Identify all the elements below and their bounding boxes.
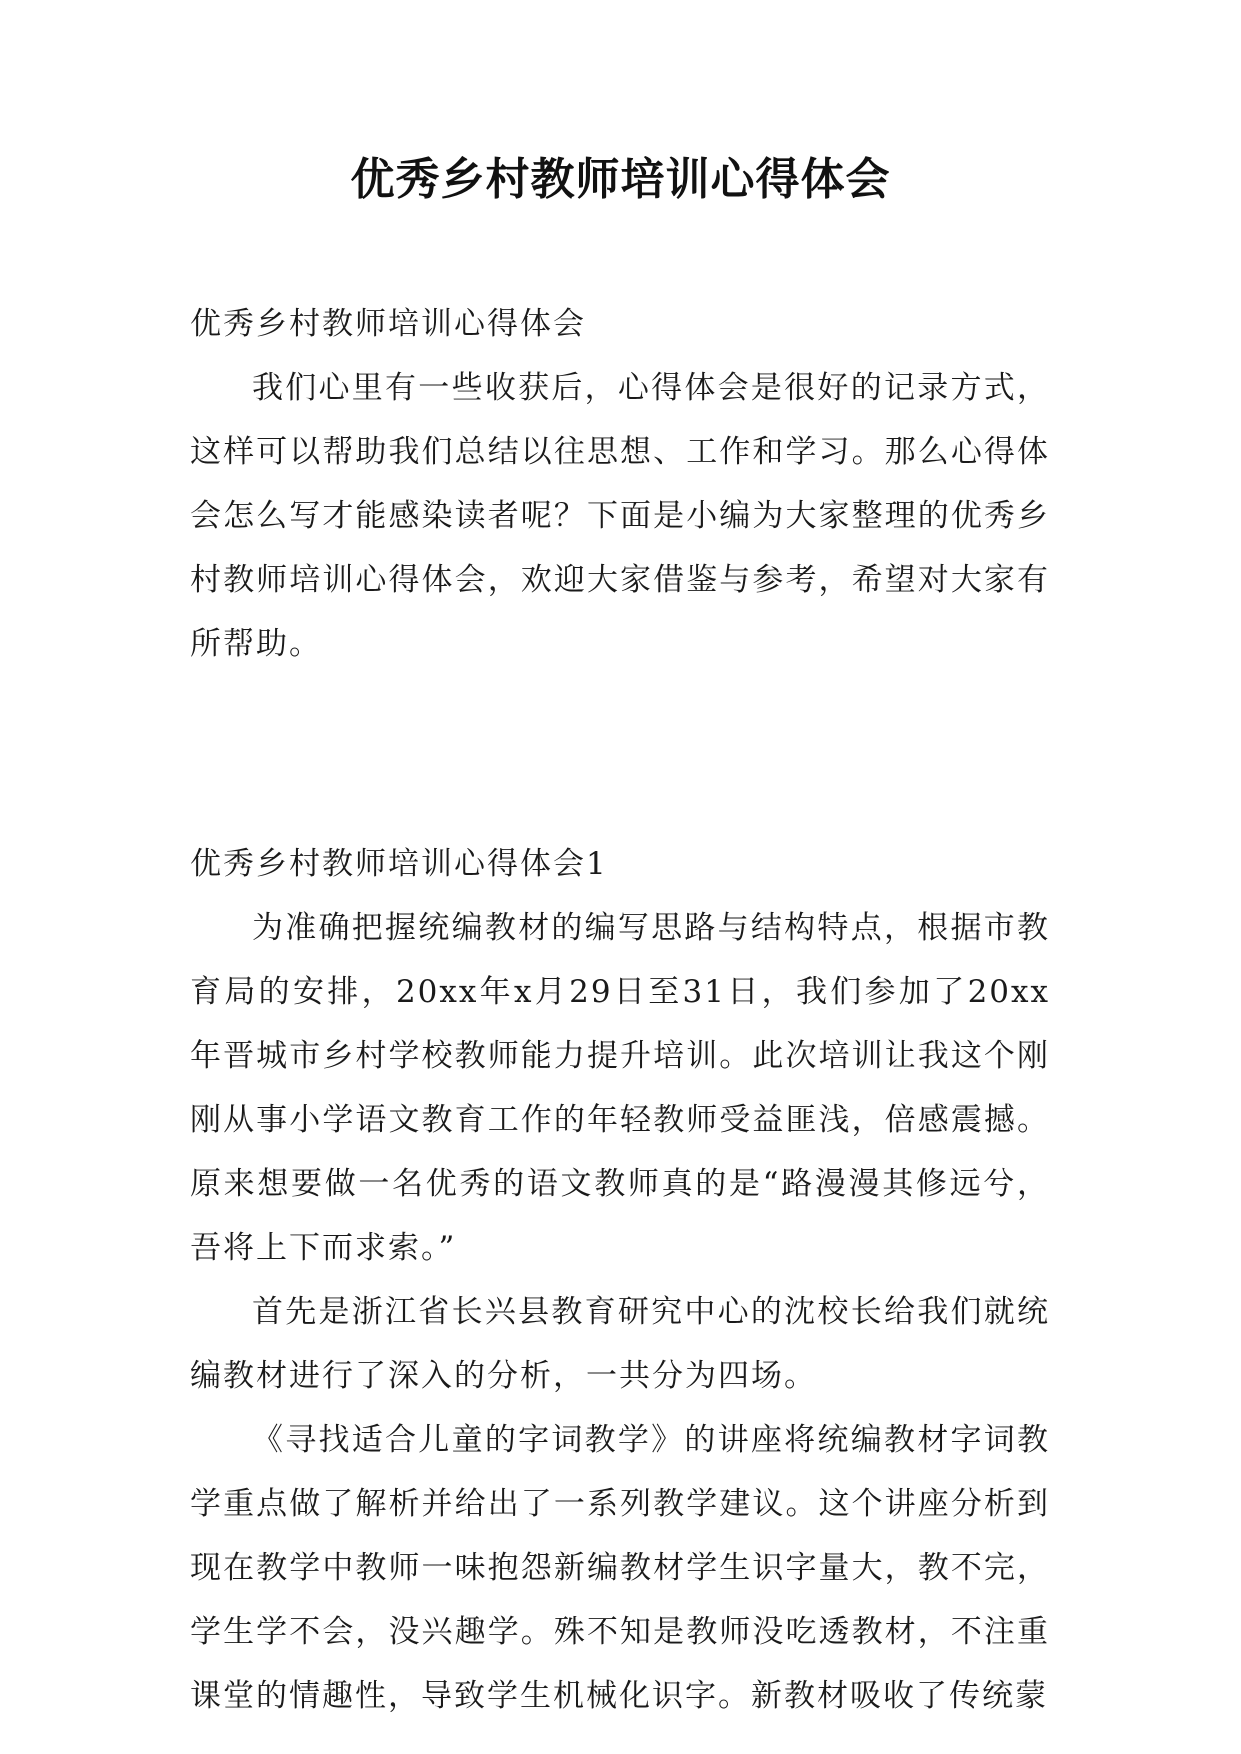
document-body	[190, 292, 1050, 1728]
intro-heading: 优秀乡村教师培训心得体会	[190, 306, 586, 342]
intro-paragraph: 我们心里有一些收获后，心得体会是很好的记录方式，这样可以帮助我们总结以往思想、工作和学习。那么心得体会怎么写才能感染读者呢？下面是小编为大家整理的优秀乡村教师培训心得体会，欢迎大家借鉴与参考，希望对大家有所帮助。	[190, 370, 1050, 662]
section1-paragraph-2: 首先是浙江省长兴县教育研究中心的沈校长给我们就统编教材进行了深入的分析，一共分为四场。	[190, 1294, 1050, 1394]
section1-heading: 优秀乡村教师培训心得体会1	[190, 846, 608, 882]
document-title: 优秀乡村教师培训心得体会	[350, 154, 891, 205]
section1-paragraph-3: 《寻找适合儿童的字词教学》的讲座将统编教材字词教学重点做了解析并给出了一系列教学建议。这个讲座分析到现在教学中教师一味抱怨新编教材学生识字量大，教不完，学生学不会，没兴趣学。殊不知是教师没吃透教材，不注重课堂的情趣性，导致学生机械化识字。新教材吸收了传统蒙	[190, 1422, 1050, 1714]
section1-paragraph-1: 为准确把握统编教材的编写思路与结构特点，根据市教育局的安排，20xx年x月29日至31日，我们参加了20xx年晋城市乡村学校教师能力提升培训。此次培训让我这个刚刚从事小学语文教育工作的年轻教师受益匪浅，倍感震撼。原来想要做一名优秀的语文教师真的是“路漫漫其修远兮，吾将上下而求索。”	[190, 910, 1050, 1266]
section-spacer	[190, 676, 1050, 832]
